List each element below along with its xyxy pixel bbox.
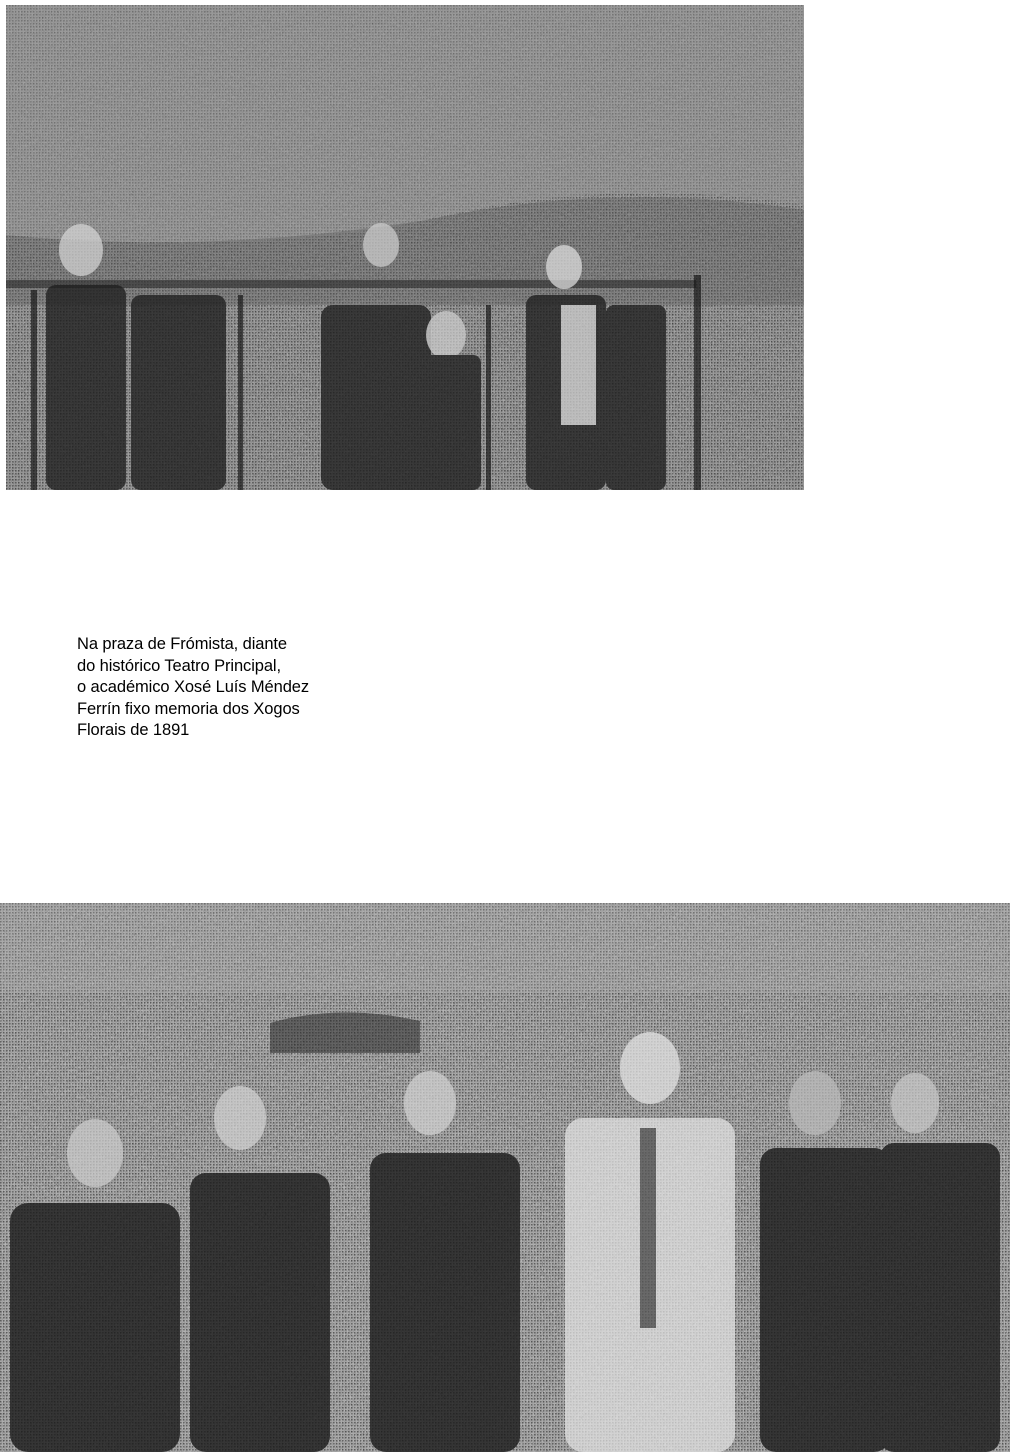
top-photo-image xyxy=(6,5,804,490)
bottom-photo-image xyxy=(0,903,1010,1452)
top-photo xyxy=(6,5,804,490)
caption-line: Ferrín fixo memoria dos Xogos xyxy=(77,699,300,718)
photo-caption xyxy=(77,634,357,742)
caption-line: o académico Xosé Luís Méndez xyxy=(77,678,310,696)
caption-line: Na praza de Frómista, diante xyxy=(77,635,287,653)
bottom-photo xyxy=(0,903,1010,1452)
caption-line: do histórico Teatro Principal, xyxy=(77,656,281,675)
caption-line: Florais de 1891 xyxy=(77,721,190,739)
